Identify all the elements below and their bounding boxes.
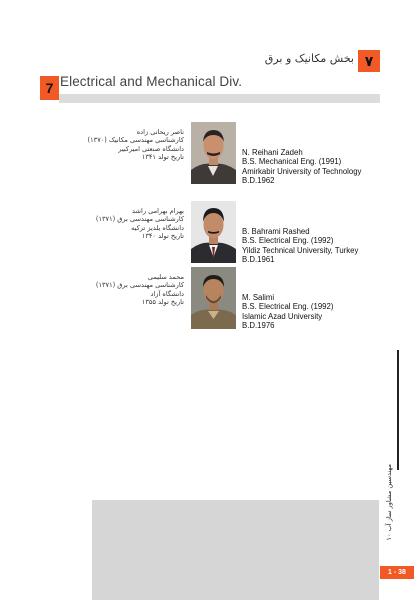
staff-university-fa: دانشگاه صنعتی امیرکبیر [118,144,184,153]
staff-name-fa: محمد سلیمی [147,273,184,281]
staff-degree-en: B.S. Mechanical Eng. (1991) [242,157,342,167]
staff-birthdate-en: B.D.1962 [242,176,275,186]
staff-university-fa: دانشگاه یلدیز ترکیه [131,223,184,232]
staff-birthdate-fa: تاریخ تولد ۱۳۴۱ [141,153,184,162]
staff-info-fa [34,128,184,162]
staff-birthdate-fa: تاریخ تولد ۱۳۴۰ [141,232,184,241]
staff-info-en [242,293,392,331]
staff-university-en: Amirkabir University of Technology [242,166,362,176]
staff-entry [0,201,420,265]
page-number-badge: 1 - 38 [380,566,414,579]
section-title-fa: بخش مکانیک و برق [264,52,354,65]
staff-name-fa: ناصر ریحانی زاده [136,128,184,136]
staff-photo [191,267,236,329]
section-number-fa: ۷ [358,50,380,72]
staff-degree-en: B.S. Electrical Eng. (1992) [242,236,334,246]
staff-birthdate-en: B.D.1976 [242,321,275,331]
side-company-text: مهندسین مشاور ساز آب ۱۰ [385,464,393,541]
staff-name-en: B. Bahrami Rashed [242,227,310,236]
staff-university-en: Yildiz Technical University, Turkey [242,245,359,255]
staff-info-fa [34,207,184,241]
staff-birthdate-en: B.D.1961 [242,255,275,265]
staff-info-en [242,227,392,265]
section-header-fa [0,50,420,72]
staff-degree-fa: کارشناسی مهندسی برق (۱۳۷۱) [95,281,184,290]
staff-degree-en: B.S. Electrical Eng. (1992) [242,302,334,312]
staff-university-fa: دانشگاه آزاد [150,289,184,298]
staff-photo [191,122,236,184]
staff-entry [0,267,420,331]
staff-name-fa: بهرام بهرامی راشد [132,207,184,215]
staff-entry [0,122,420,186]
staff-degree-fa: کارشناسی مهندسی برق (۱۳۷۱) [95,215,184,224]
section-underline-bar [59,94,380,103]
staff-photo [191,201,236,263]
section-number-en: 7 [40,76,59,100]
section-title-en: Electrical and Mechanical Div. [60,74,243,89]
section-header-en [40,74,380,98]
staff-name-en: M. Salimi [242,293,275,302]
staff-info-en [242,148,392,186]
staff-university-en: Islamic Azad University [242,311,323,321]
staff-name-en: N. Reihani Zadeh [242,148,303,157]
staff-birthdate-fa: تاریخ تولد ۱۳۵۵ [141,298,184,307]
staff-degree-fa: کارشناسی مهندسی مکانیک (۱۳۷۰) [87,136,184,145]
footer-gray-band [92,500,379,600]
staff-info-fa [34,273,184,307]
side-divider-line [397,350,399,470]
